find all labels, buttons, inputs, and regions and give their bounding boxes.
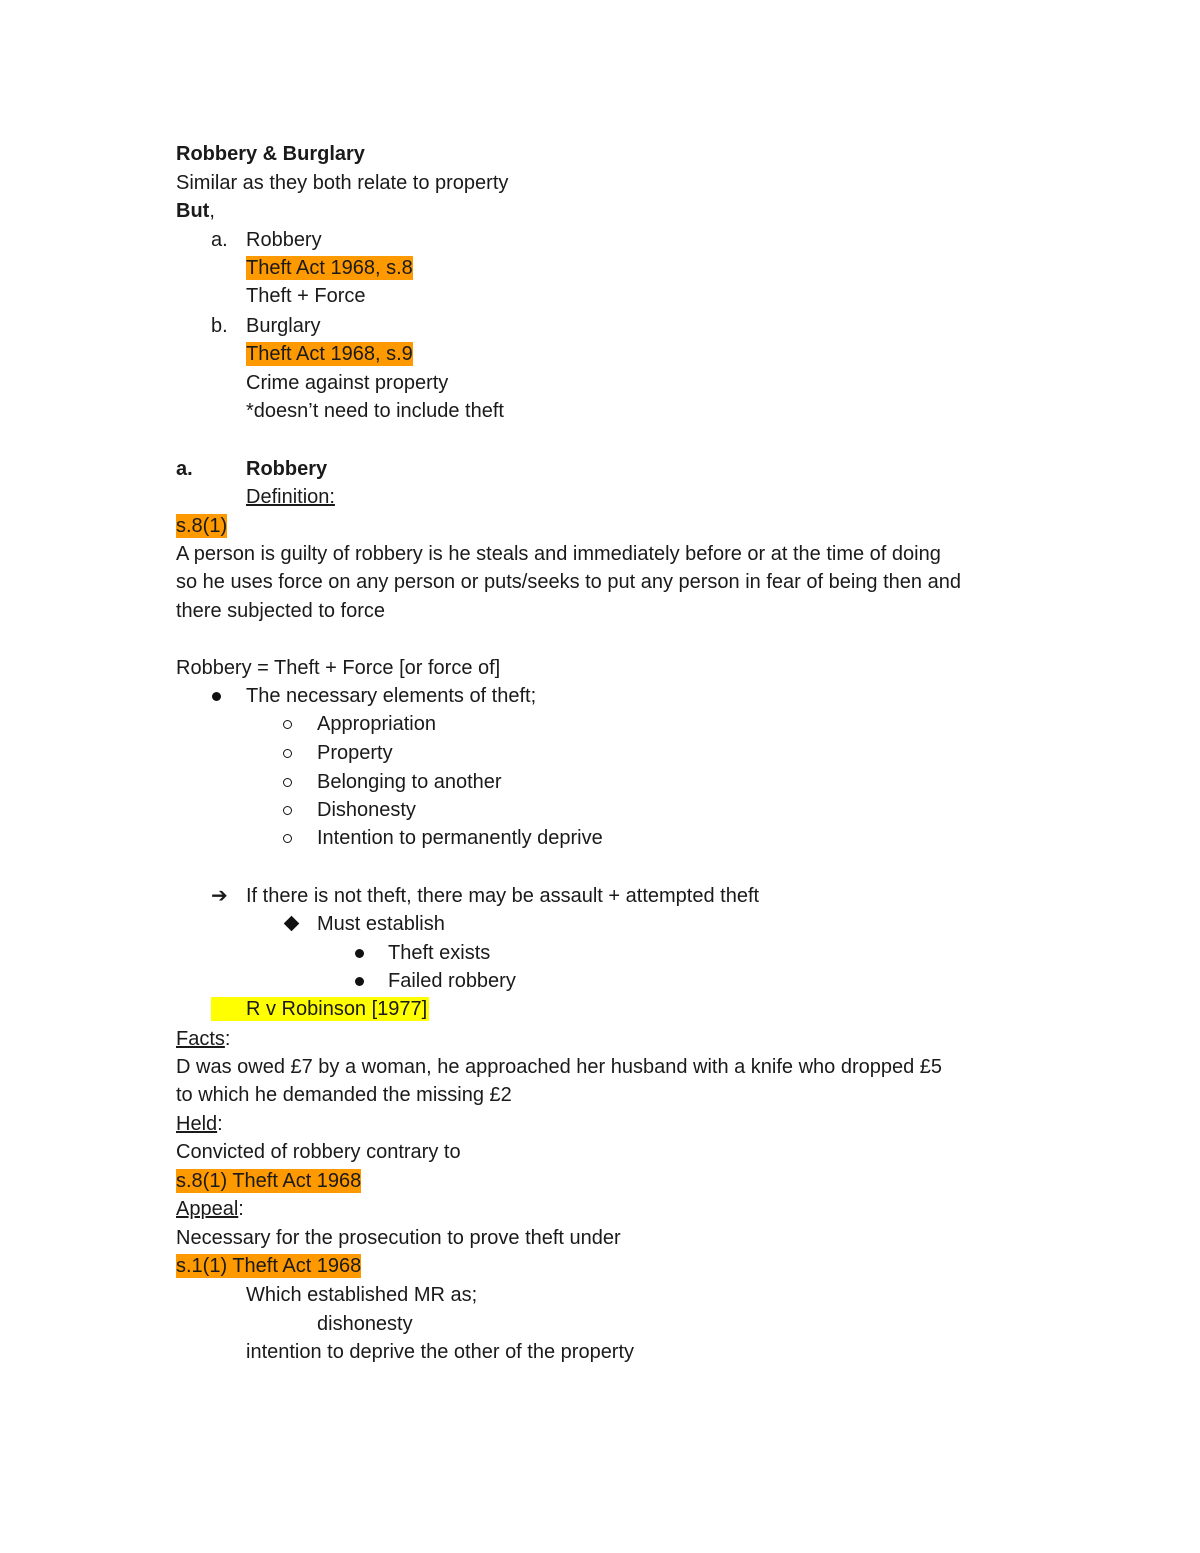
overview-a-statute: Theft Act 1968, s.8 <box>246 257 413 279</box>
appeal-statute: s.1(1) Theft Act 1968 <box>176 1255 362 1277</box>
facts-colon: : <box>224 1028 231 1050</box>
circle-bullet-icon <box>283 720 292 729</box>
element-item: Intention to permanently deprive <box>317 827 603 849</box>
diamond-bullet-icon <box>284 916 300 932</box>
circle-bullet-icon <box>283 834 292 843</box>
definition-line: so he uses force on any person or puts/seeks to put any person in fear of being then and <box>176 571 961 593</box>
but-line <box>176 199 215 223</box>
elements-intro: The necessary elements of theft; <box>246 685 537 707</box>
held-label: Held <box>176 1113 218 1135</box>
definition-line: there subjected to force <box>176 600 386 622</box>
circle-bullet-icon <box>283 778 292 787</box>
held-colon: : <box>217 1113 223 1135</box>
but-comma: , <box>209 200 215 222</box>
facts-label-line <box>176 1027 230 1051</box>
bullet-icon <box>355 949 364 958</box>
facts-line: to which he demanded the missing £2 <box>176 1084 512 1106</box>
held-label-line <box>176 1112 223 1136</box>
overview-b-label: Burglary <box>246 315 321 337</box>
document-title: Robbery & Burglary <box>176 143 365 165</box>
element-item: Property <box>317 742 393 764</box>
section-ref: s.8(1) <box>176 515 228 537</box>
overview-a-label: Robbery <box>246 229 322 251</box>
overview-a-marker: a. <box>211 229 228 251</box>
establish-item: Failed robbery <box>388 970 516 992</box>
element-item: Appropriation <box>317 713 436 735</box>
held-statute: s.8(1) Theft Act 1968 <box>176 1170 362 1192</box>
held-text: Convicted of robbery contrary to <box>176 1141 461 1163</box>
appeal-text: Necessary for the prosecution to prove theft under <box>176 1227 621 1249</box>
appeal-label-line <box>176 1197 244 1221</box>
circle-bullet-icon <box>283 806 292 815</box>
robbery-equation: Robbery = Theft + Force [or force of] <box>176 657 501 679</box>
section-a-heading: Robbery <box>246 458 328 480</box>
definition-label: Definition: <box>246 486 335 508</box>
mr-item: dishonesty <box>317 1313 413 1335</box>
appeal-label: Appeal <box>176 1198 239 1220</box>
but-word: But <box>176 200 210 222</box>
overview-b-note1: Crime against property <box>246 372 449 394</box>
section-a-marker: a. <box>176 458 193 480</box>
appeal-colon: : <box>238 1198 244 1220</box>
case-name: R v Robinson [1977] <box>211 997 429 1021</box>
overview-b-note2: *doesn’t need to include theft <box>246 400 504 422</box>
bullet-icon <box>212 692 221 701</box>
must-establish: Must establish <box>317 913 445 935</box>
bullet-icon <box>355 977 364 986</box>
circle-bullet-icon <box>283 749 292 758</box>
definition-line: A person is guilty of robbery is he steals and immediately before or at the time of doing <box>176 543 941 565</box>
overview-b-marker: b. <box>211 315 228 337</box>
overview-b-statute: Theft Act 1968, s.9 <box>246 343 413 365</box>
mr-item: intention to deprive the other of the property <box>246 1341 635 1363</box>
facts-label: Facts <box>176 1028 225 1050</box>
element-item: Belonging to another <box>317 771 502 793</box>
establish-item: Theft exists <box>388 942 491 964</box>
intro-text: Similar as they both relate to property <box>176 172 509 194</box>
overview-a-note: Theft + Force <box>246 285 366 307</box>
mr-intro: Which established MR as; <box>246 1284 478 1306</box>
facts-line: D was owed £7 by a woman, he approached her husband with a knife who dropped £5 <box>176 1056 943 1078</box>
element-item: Dishonesty <box>317 799 416 821</box>
arrow-icon: ➔ <box>211 885 228 907</box>
arrow-text: If there is not theft, there may be assault + attempted theft <box>246 885 760 907</box>
